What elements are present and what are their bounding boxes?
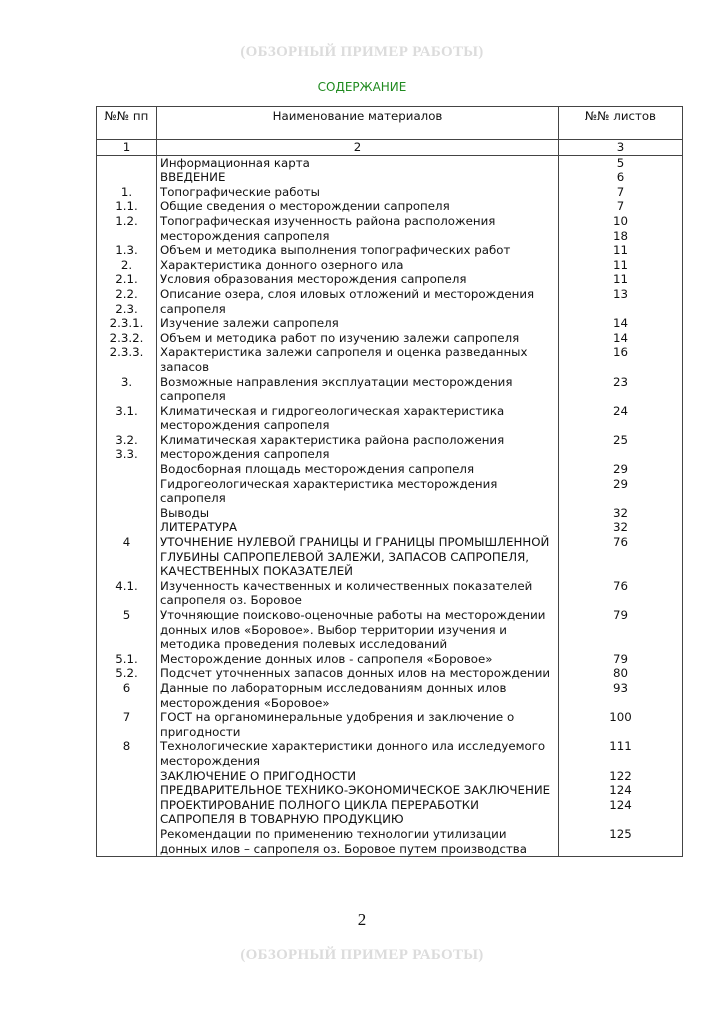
toc-row	[97, 287, 683, 316]
toc-row-page: 7	[559, 199, 683, 214]
toc-row	[97, 375, 683, 404]
toc-row-title: Информационная карта	[157, 155, 559, 170]
toc-row	[97, 710, 683, 739]
toc-row-number: 5.1.	[97, 652, 157, 667]
toc-row-title: Изучение залежи сапропеля	[157, 316, 559, 331]
toc-row-number: 8	[97, 739, 157, 768]
toc-row-title: Объем и методика выполнения топографических работ	[157, 243, 559, 258]
toc-row-number	[97, 827, 157, 857]
toc-row	[97, 477, 683, 506]
toc-row-title: Климатическая и гидрогеологическая характеристика месторождения сапропеля	[157, 404, 559, 433]
toc-row-title: Выводы	[157, 506, 559, 521]
toc-row-page: 14	[559, 331, 683, 346]
toc-row-page: 11	[559, 243, 683, 258]
toc-row	[97, 652, 683, 667]
toc-row	[97, 506, 683, 521]
toc-row-number	[97, 798, 157, 827]
toc-row-title: Характеристика залежи сапропеля и оценка разведанных запасов	[157, 345, 559, 374]
toc-row	[97, 535, 683, 579]
toc-row-number: 1.3.	[97, 243, 157, 258]
toc-row-number: 4.1.	[97, 579, 157, 608]
toc-row-title: Климатическая характеристика района расположения месторождения сапропеля	[157, 433, 559, 462]
toc-row-number	[97, 520, 157, 535]
toc-row-number	[97, 155, 157, 170]
toc-row-title: Топографические работы	[157, 185, 559, 200]
toc-row-title: ВВЕДЕНИЕ	[157, 170, 559, 185]
toc-row	[97, 243, 683, 258]
toc-row-page: 32	[559, 520, 683, 535]
toc-row	[97, 462, 683, 477]
toc-row	[97, 579, 683, 608]
toc-row-number	[97, 783, 157, 798]
toc-row-page: 80	[559, 666, 683, 681]
toc-row	[97, 272, 683, 287]
toc-row-page: 122	[559, 769, 683, 784]
toc-row-title: ГОСТ на органоминеральные удобрения и заключение о пригодности	[157, 710, 559, 739]
toc-row-number: 7	[97, 710, 157, 739]
toc-row-number: 3.1.	[97, 404, 157, 433]
toc-row-page: 10 18	[559, 214, 683, 243]
toc-row-page: 7	[559, 185, 683, 200]
toc-row	[97, 681, 683, 710]
toc-row-number: 2.3.2.	[97, 331, 157, 346]
toc-row-page: 14	[559, 316, 683, 331]
toc-row-page: 25	[559, 433, 683, 462]
toc-row-number: 2.3.3.	[97, 345, 157, 374]
toc-row	[97, 345, 683, 374]
toc-row-number	[97, 462, 157, 477]
toc-row-title: ПРОЕКТИРОВАНИЕ ПОЛНОГО ЦИКЛА ПЕРЕРАБОТКИ САПРОПЕЛЯ В ТОВАРНУЮ ПРОДУКЦИЮ	[157, 798, 559, 827]
column-number: 1	[97, 140, 157, 156]
toc-row	[97, 316, 683, 331]
toc-row-page: 24	[559, 404, 683, 433]
toc-row-title: Водосборная площадь месторождения сапропеля	[157, 462, 559, 477]
toc-row-page: 76	[559, 579, 683, 608]
document-title: СОДЕРЖАНИЕ	[317, 80, 407, 94]
toc-row-number: 1.2.	[97, 214, 157, 243]
toc-row-title: ПРЕДВАРИТЕЛЬНОЕ ТЕХНИКО-ЭКОНОМИЧЕСКОЕ ЗАКЛЮЧЕНИЕ	[157, 783, 559, 798]
toc-row-page: 79	[559, 608, 683, 652]
toc-row-title: Объем и методика работ по изучению залежи сапропеля	[157, 331, 559, 346]
toc-row-title: Рекомендации по применению технологии утилизации донных илов – сапропеля оз. Боровое путем производства	[157, 827, 559, 857]
toc-row	[97, 199, 683, 214]
table-header-row	[97, 107, 683, 140]
toc-row	[97, 827, 683, 857]
toc-row-number: 3.2. 3.3.	[97, 433, 157, 462]
toc-row	[97, 214, 683, 243]
toc-row-page: 125	[559, 827, 683, 857]
toc-row	[97, 798, 683, 827]
column-number-row	[97, 140, 683, 156]
toc-row-page: 29	[559, 462, 683, 477]
toc-row	[97, 783, 683, 798]
column-number: 2	[157, 140, 559, 156]
toc-row-number: 5.2.	[97, 666, 157, 681]
toc-row-page: 79	[559, 652, 683, 667]
toc-row-number: 3.	[97, 375, 157, 404]
toc-entries	[97, 155, 683, 857]
toc-row-number: 6	[97, 681, 157, 710]
header-number: №№ пп	[97, 107, 157, 140]
toc-row-title: ЗАКЛЮЧЕНИЕ О ПРИГОДНОСТИ	[157, 769, 559, 784]
toc-row-title: Условия образования месторождения сапропеля	[157, 272, 559, 287]
toc-row	[97, 404, 683, 433]
toc-row-number	[97, 477, 157, 506]
toc-row-number: 2.	[97, 258, 157, 273]
toc-row	[97, 666, 683, 681]
toc-row-page: 23	[559, 375, 683, 404]
table-of-contents	[96, 106, 683, 857]
toc-row-title: Технологические характеристики донного ила исследуемого месторождения	[157, 739, 559, 768]
toc-row	[97, 520, 683, 535]
toc-row-number: 2.2. 2.3.	[97, 287, 157, 316]
toc-row	[97, 258, 683, 273]
toc-row-number: 1.1.	[97, 199, 157, 214]
page-number: 2	[357, 910, 367, 929]
toc-row-title: УТОЧНЕНИЕ НУЛЕВОЙ ГРАНИЦЫ И ГРАНИЦЫ ПРОМЫШЛЕННОЙ ГЛУБИНЫ САПРОПЕЛЕВОЙ ЗАЛЕЖИ, ЗАПАСОВ САПРОПЕЛЯ, КАЧЕСТВЕННЫХ ПОКАЗАТЕЛЕЙ	[157, 535, 559, 579]
toc-row-number	[97, 506, 157, 521]
toc-row	[97, 739, 683, 768]
toc-row-number	[97, 170, 157, 185]
toc-row-title: Изученность качественных и количественных показателей сапропеля оз. Боровое	[157, 579, 559, 608]
header-name: Наименование материалов	[157, 107, 559, 140]
toc-row-page: 93	[559, 681, 683, 710]
toc-row-title: Характеристика донного озерного ила	[157, 258, 559, 273]
toc-row-page: 124	[559, 798, 683, 827]
toc-row-title: Уточняющие поисково-оценочные работы на месторождении донных илов «Боровое». Выбор территории изучения и методика проведения полевых исследований	[157, 608, 559, 652]
toc-row-page: 32	[559, 506, 683, 521]
toc-row-title: Общие сведения о месторождении сапропеля	[157, 199, 559, 214]
toc-row-title: Месторождение донных илов - сапропеля «Боровое»	[157, 652, 559, 667]
toc-row-title: Гидрогеологическая характеристика месторождения сапропеля	[157, 477, 559, 506]
toc-row-page: 11	[559, 258, 683, 273]
watermark-top: (ОБЗОРНЫЙ ПРИМЕР РАБОТЫ)	[240, 44, 484, 60]
watermark-bottom: (ОБЗОРНЫЙ ПРИМЕР РАБОТЫ)	[240, 947, 484, 963]
toc-row	[97, 608, 683, 652]
column-number: 3	[559, 140, 683, 156]
toc-row-number: 1.	[97, 185, 157, 200]
toc-row-page: 124	[559, 783, 683, 798]
toc-row-page: 5	[559, 155, 683, 170]
toc-row	[97, 185, 683, 200]
toc-row-page: 16	[559, 345, 683, 374]
toc-row	[97, 769, 683, 784]
toc-row-page: 11	[559, 272, 683, 287]
toc-row-title: Топографическая изученность района расположения месторождения сапропеля	[157, 214, 559, 243]
toc-row	[97, 433, 683, 462]
toc-row-number	[97, 769, 157, 784]
toc-row	[97, 331, 683, 346]
toc-row-title: Возможные направления эксплуатации месторождения сапропеля	[157, 375, 559, 404]
toc-row-page: 100	[559, 710, 683, 739]
header-sheets: №№ листов	[559, 107, 683, 140]
toc-row-page: 76	[559, 535, 683, 579]
toc-row-title: Данные по лабораторным исследованиям донных илов месторождения «Боровое»	[157, 681, 559, 710]
toc-row-page: 111	[559, 739, 683, 768]
toc-row-page: 13	[559, 287, 683, 316]
toc-row	[97, 170, 683, 185]
toc-row-number: 2.1.	[97, 272, 157, 287]
toc-row-number: 5	[97, 608, 157, 652]
toc-row-title: Подсчет уточненных запасов донных илов на месторождении	[157, 666, 559, 681]
toc-row-title: Описание озера, слоя иловых отложений и месторождения сапропеля	[157, 287, 559, 316]
toc-row-title: ЛИТЕРАТУРА	[157, 520, 559, 535]
toc-row-number: 4	[97, 535, 157, 579]
toc-row-page: 29	[559, 477, 683, 506]
toc-row	[97, 155, 683, 170]
toc-row-page: 6	[559, 170, 683, 185]
toc-row-number: 2.3.1.	[97, 316, 157, 331]
